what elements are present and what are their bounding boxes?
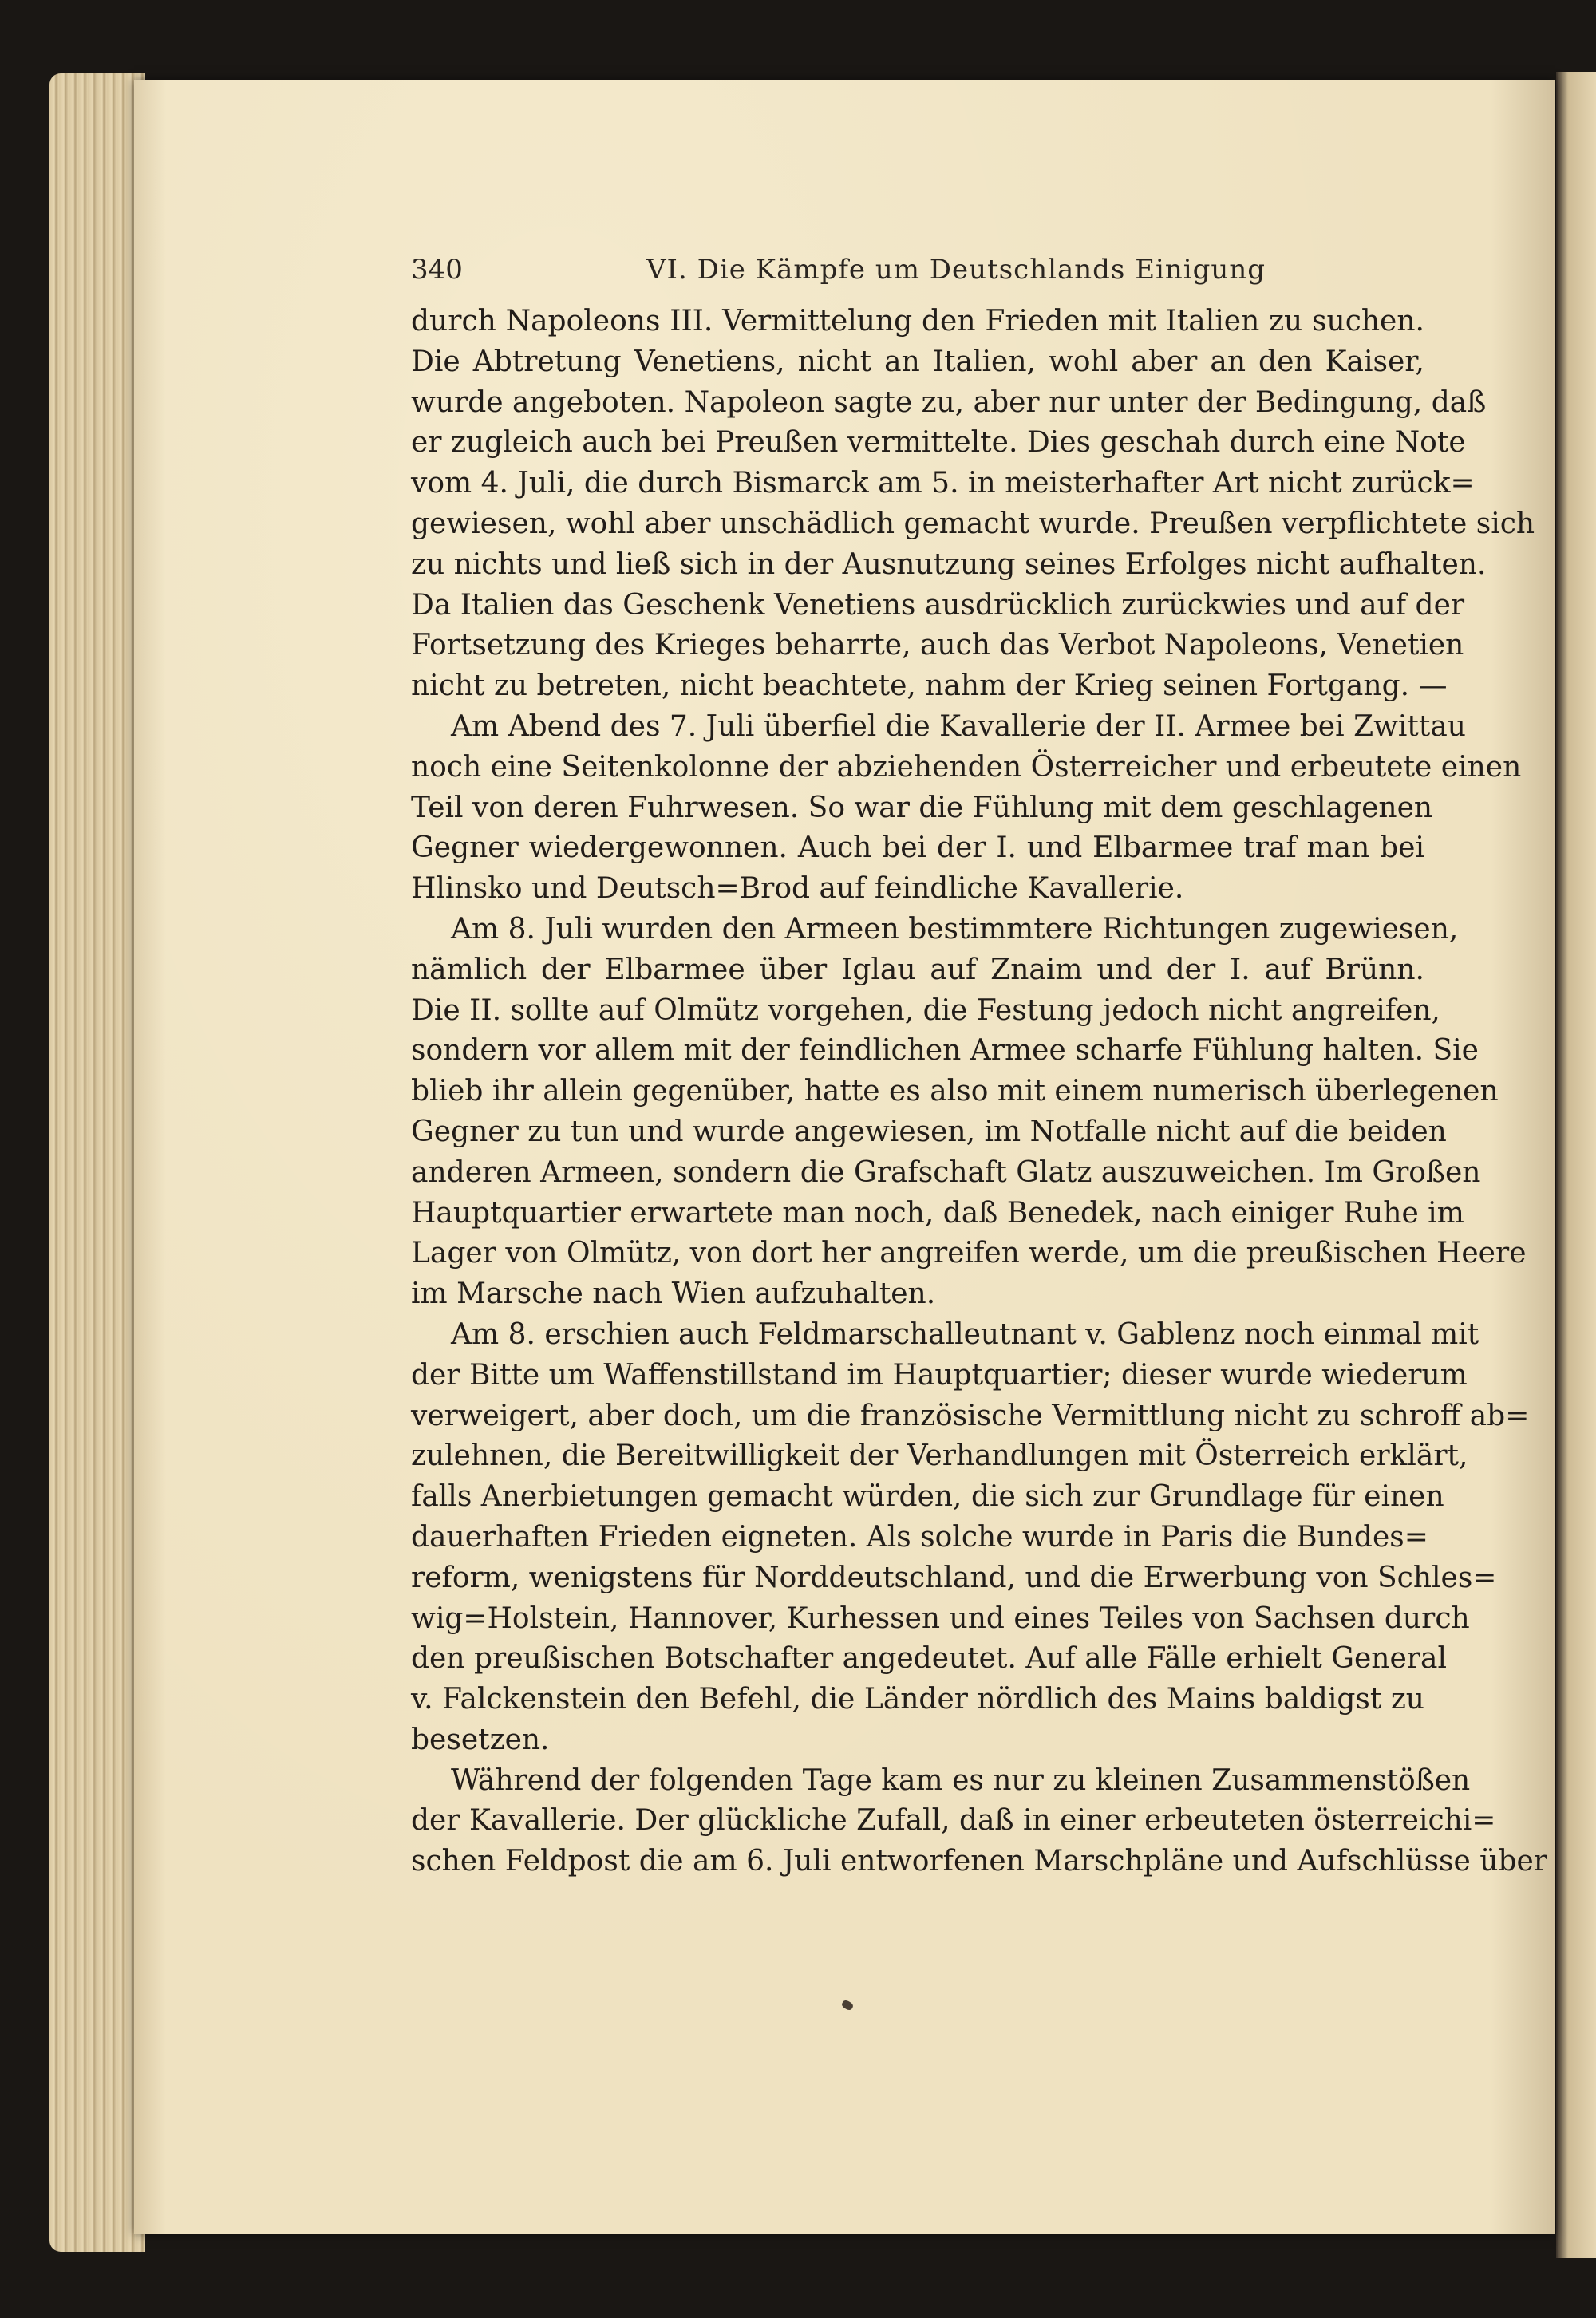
page-number: 340 — [411, 254, 463, 286]
text-line: gewiesen, wohl aber unschädlich gemacht wurde. Preußen verpflichtete sich — [411, 507, 1535, 540]
text-line: Teil von deren Fuhrwesen. So war die Fühlung mit dem geschlagenen — [411, 791, 1433, 824]
text-line: nämlich der Elbarmee über Iglau auf Znaim und der I. auf Brünn. — [411, 953, 1424, 986]
text-line: nicht zu betreten, nicht beachtete, nahm der Krieg seinen Fortgang. — — [411, 669, 1448, 703]
text-line: falls Anerbietungen gemacht würden, die sich zur Grundlage für einen — [411, 1480, 1444, 1514]
text-line: im Marsche nach Wien aufzuhalten. — [411, 1277, 936, 1311]
text-line: der Kavallerie. Der glückliche Zufall, daß in einer erbeuteten österreichi= — [411, 1804, 1496, 1838]
text-line: Am 8. Juli wurden den Armeen bestimmtere Richtungen zugewiesen, — [451, 912, 1459, 946]
text-line: Am Abend des 7. Juli überfiel die Kavallerie der II. Armee bei Zwittau — [451, 709, 1466, 743]
text-line: Gegner wiedergewonnen. Auch bei der I. und Elbarmee traf man bei — [411, 831, 1424, 865]
facing-page-edge — [1556, 72, 1596, 2258]
text-line: Am 8. erschien auch Feldmarschalleutnant v. Gablenz noch einmal mit — [451, 1317, 1479, 1351]
text-line: durch Napoleons III. Vermittelung den Frieden mit Italien zu suchen. — [411, 305, 1424, 338]
text-line: Da Italien das Geschenk Venetiens ausdrücklich zurückwies und auf der — [411, 588, 1465, 622]
text-line: Während der folgenden Tage kam es nur zu kleinen Zusammenstößen — [451, 1763, 1471, 1797]
text-line: vom 4. Juli, die durch Bismarck am 5. in meisterhafter Art nicht zurück= — [411, 467, 1475, 500]
text-line: wurde angeboten. Napoleon sagte zu, aber nur unter der Bedingung, daß — [411, 385, 1487, 419]
text-line: Die II. sollte auf Olmütz vorgehen, die Festung jedoch nicht angreifen, — [411, 993, 1440, 1027]
text-line: Gegner zu tun und wurde angewiesen, im Notfalle nicht auf die beiden — [411, 1115, 1447, 1148]
text-line: reform, wenigstens für Norddeutschland, und die Erwerbung von Schles= — [411, 1561, 1497, 1594]
text-line: verweigert, aber doch, um die französische Vermittlung nicht zu schroff ab= — [411, 1399, 1530, 1432]
running-head: VI. Die Kämpfe um Deutschlands Einigung — [646, 254, 1266, 286]
text-line: schen Feldpost die am 6. Juli entworfenen Marschpläne und Aufschlüsse über — [411, 1845, 1548, 1878]
text-line: zu nichts und ließ sich in der Ausnutzung seines Erfolges nicht aufhalten. — [411, 547, 1487, 581]
text-line: er zugleich auch bei Preußen vermittelte. Dies geschah durch eine Note — [411, 426, 1466, 460]
text-line: besetzen. — [411, 1723, 550, 1756]
text-line: der Bitte um Waffenstillstand im Hauptquartier; dieser wurde wiederum — [411, 1358, 1468, 1392]
text-line: Die Abtretung Venetiens, nicht an Italien, wohl aber an den Kaiser, — [411, 345, 1424, 378]
text-line: anderen Armeen, sondern die Grafschaft Glatz auszuweichen. Im Großen — [411, 1155, 1481, 1189]
text-line: Lager von Olmütz, von dort her angreifen werde, um die preußischen Heere — [411, 1237, 1527, 1270]
text-line: dauerhaften Frieden eigneten. Als solche wurde in Paris die Bundes= — [411, 1520, 1428, 1554]
text-line: zulehnen, die Bereitwilligkeit der Verhandlungen mit Österreich erklärt, — [411, 1439, 1468, 1473]
page-edges — [49, 73, 145, 2252]
text-line: Fortsetzung des Krieges beharrte, auch das Verbot Napoleons, Venetien — [411, 629, 1464, 662]
text-line: sondern vor allem mit der feindlichen Armee scharfe Fühlung halten. Sie — [411, 1034, 1479, 1068]
text-line: Hlinsko und Deutsch=Brod auf feindliche Kavallerie. — [411, 872, 1184, 906]
text-line: v. Falckenstein den Befehl, die Länder nördlich des Mains baldigst zu — [411, 1683, 1424, 1716]
text-line: blieb ihr allein gegenüber, hatte es also mit einem numerisch überlegenen — [411, 1075, 1499, 1108]
body-text — [411, 302, 1548, 1882]
text-line: den preußischen Botschafter angedeutet. Auf alle Fälle erhielt General — [411, 1642, 1447, 1676]
text-line: wig=Holstein, Hannover, Kurhessen und eines Teiles von Sachsen durch — [411, 1601, 1470, 1635]
text-line: Hauptquartier erwartete man noch, daß Benedek, nach einiger Ruhe im — [411, 1196, 1464, 1230]
text-line: noch eine Seitenkolonne der abziehenden Österreicher und erbeutete einen — [411, 750, 1522, 784]
